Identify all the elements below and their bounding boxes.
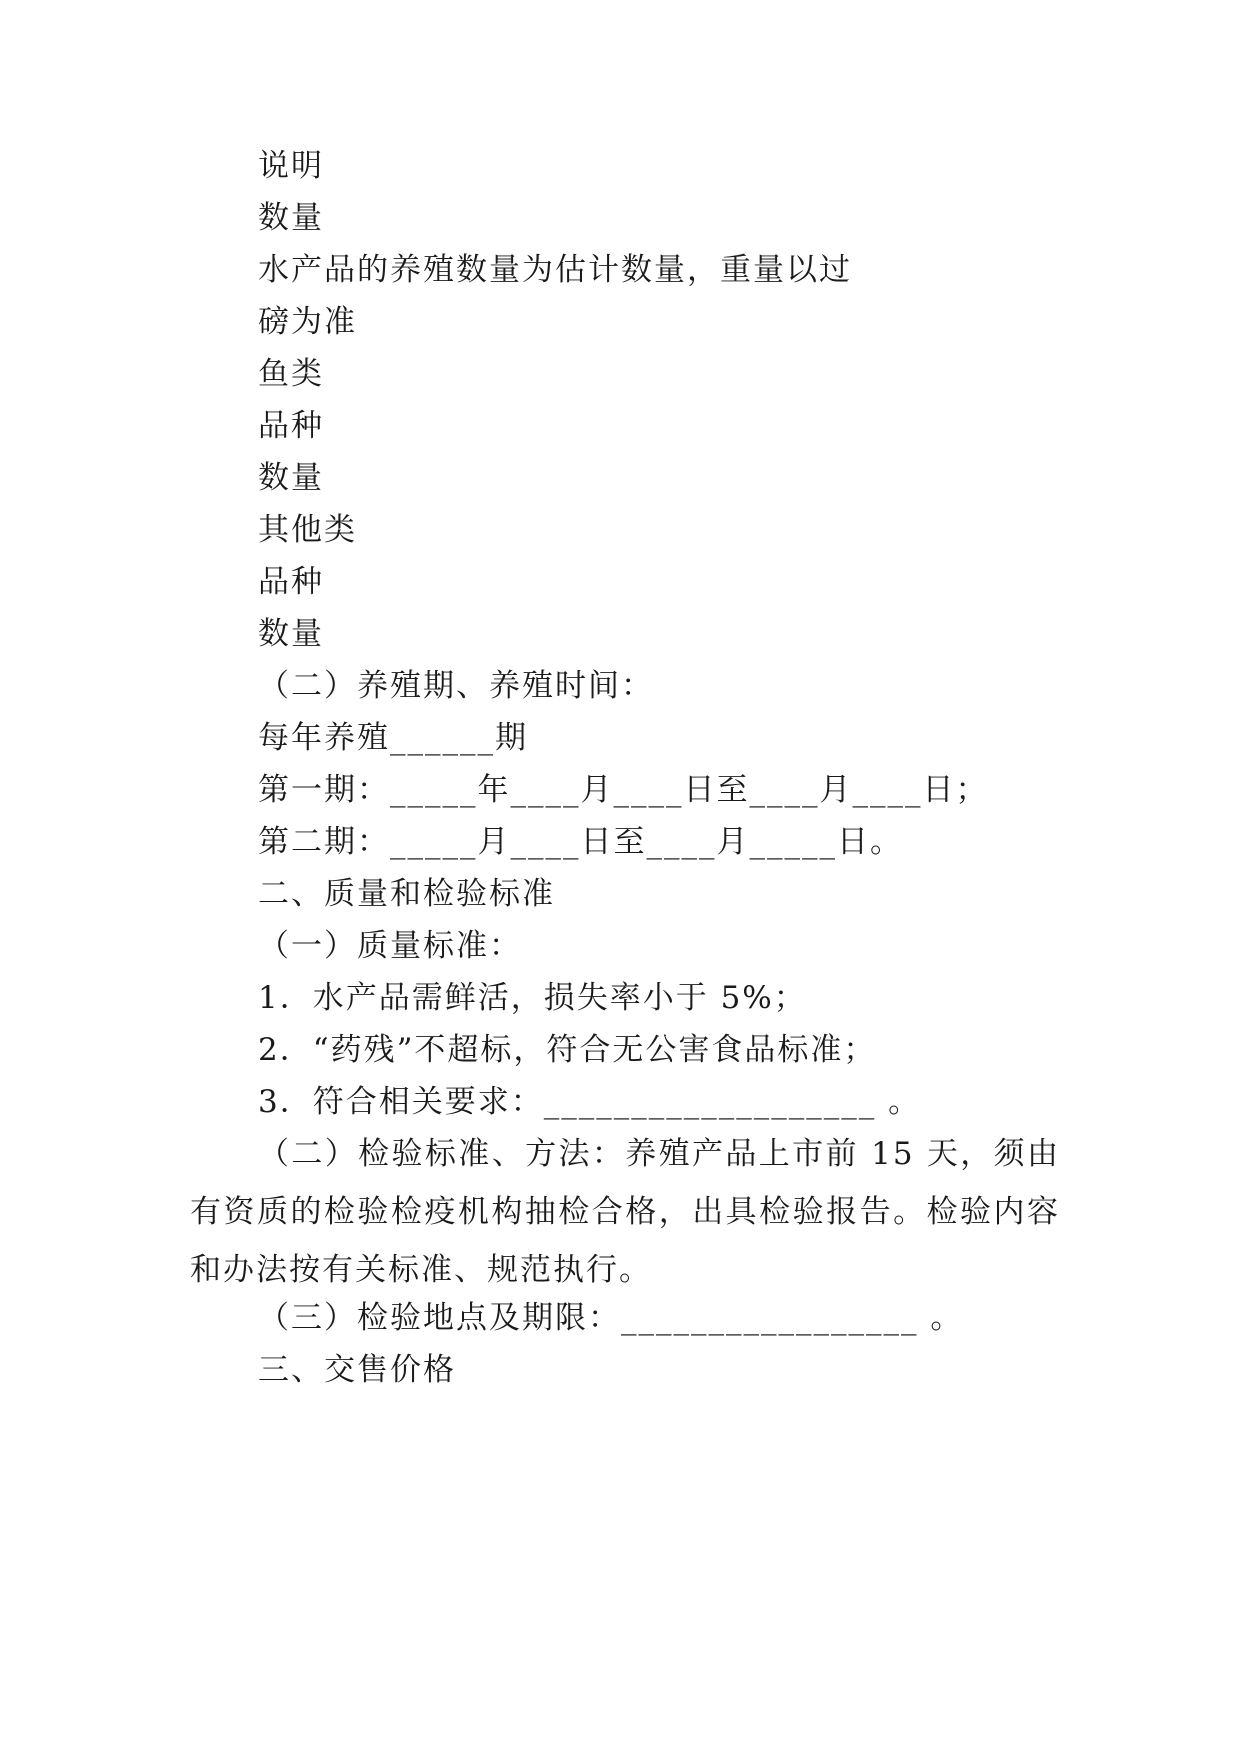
text-line: 第二期：_____月____日至____月_____日。 [258,824,903,860]
text-line: 每年养殖______期 [258,720,528,756]
section-heading: 三、交售价格 [258,1352,456,1388]
text-line: 数量 [258,616,324,652]
text-line: 其他类 [258,512,357,548]
text-line: 数量 [258,200,324,236]
text-line: 鱼类 [258,356,324,392]
text-line: （三）检验地点及期限：_________________ 。 [258,1300,964,1336]
text-line: 数量 [258,460,324,496]
text-line: 品种 [258,408,324,444]
section-heading: 二、质量和检验标准 [258,876,555,912]
section-heading: （一）质量标准： [258,928,522,964]
text-line: 3．符合相关要求：___________________ 。 [258,1084,922,1120]
text-line: 磅为准 [258,304,357,340]
text-line: 品种 [258,564,324,600]
text-line: 第一期：_____年____月____日至____月____日； [258,772,989,808]
paragraph-inspection: （二）检验标准、方法：养殖产品上市前 15 天，须由有资质的检验检疫机构抽检合格，出具检验报告。检验内容和办法按有关标准、规范执行。 [190,1136,1060,1288]
text-line: 1．水产品需鲜活，损失率小于 5%； [258,980,807,1016]
text-line: 2．“药残”不超标，符合无公害食品标准； [258,1032,877,1068]
text-line: 说明 [258,148,324,184]
section-heading: （二）养殖期、养殖时间： [258,668,654,704]
text-line: 水产品的养殖数量为估计数量，重量以过 [258,252,852,288]
